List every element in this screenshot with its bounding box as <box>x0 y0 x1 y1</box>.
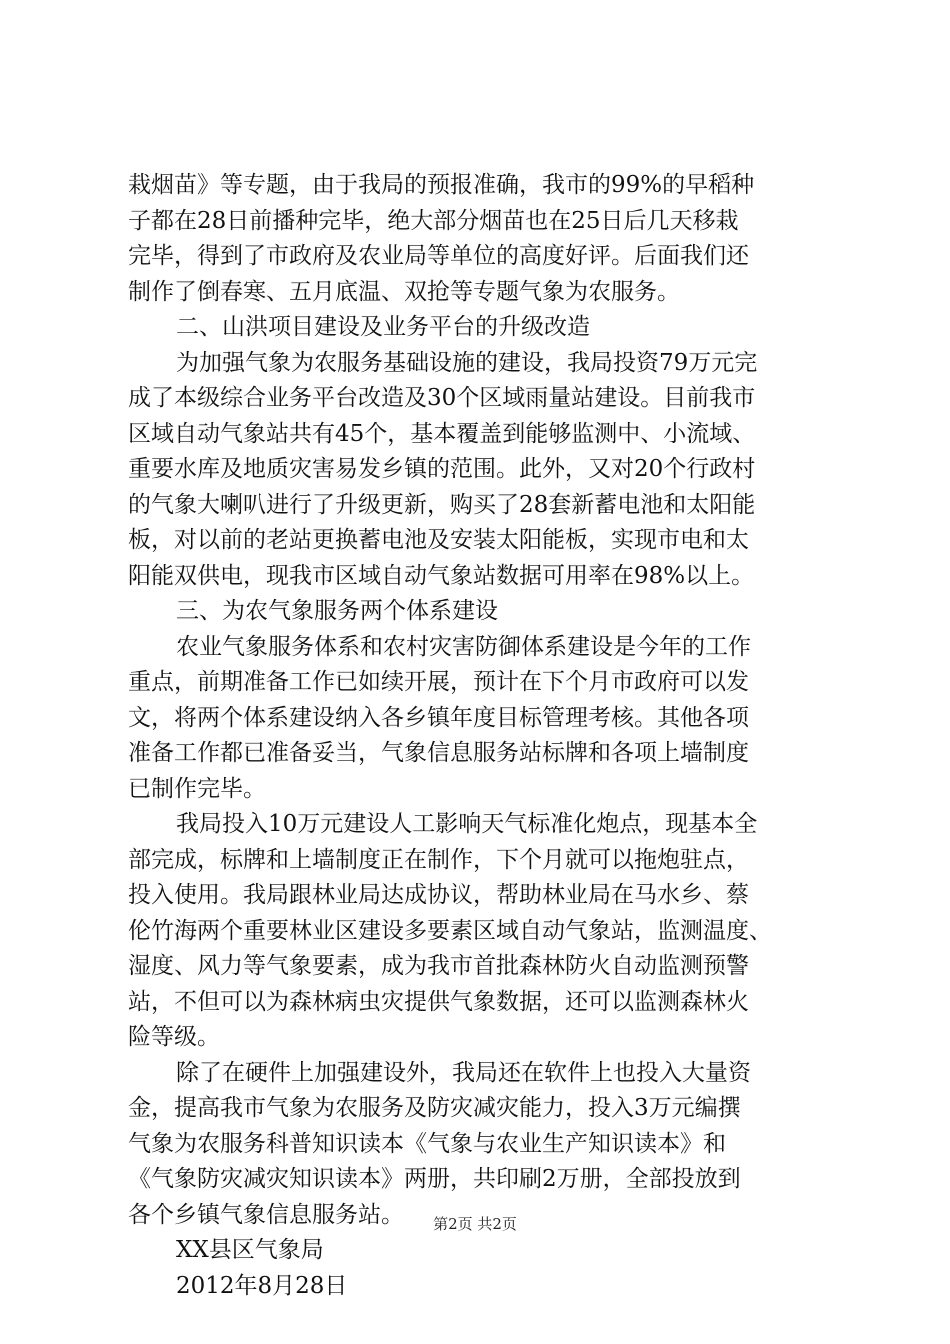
text-line: 站，不但可以为森林病虫灾提供气象数据，还可以监测森林火 <box>128 988 749 1015</box>
text-line: 文，将两个体系建设纳入各乡镇年度目标管理考核。其他各项 <box>128 704 749 731</box>
signature-date: 2012年8月28日 <box>176 1272 348 1299</box>
text-line: 《气象防灾减灾知识读本》两册，共印刷2万册，全部投放到 <box>128 1166 741 1192</box>
text-line: 除了在硬件上加强建设外，我局还在软件上也投入大量资 <box>176 1059 751 1086</box>
text-line: 重要水库及地质灾害易发乡镇的范围。此外，又对20个行政村 <box>128 456 756 482</box>
text-line: 投入使用。我局跟林业局达成协议，帮助林业局在马水乡、蔡 <box>128 882 749 908</box>
text-line: 金，提高我市气象为农服务及防灾减灾能力，投入3万元编撰 <box>128 1095 741 1121</box>
text-line: 气象为农服务科普知识读本《气象与农业生产知识读本》和 <box>128 1130 726 1157</box>
text-line: 的气象大喇叭进行了升级更新，购买了28套新蓄电池和太阳能 <box>128 491 756 518</box>
document-body <box>128 168 834 1304</box>
text-line: 我局投入10万元建设人工影响天气标准化炮点，现基本全 <box>176 811 758 837</box>
text-line: 板，对以前的老站更换蓄电池及安装太阳能板，实现市电和太 <box>128 527 749 553</box>
text-line: 已制作完毕。 <box>128 775 266 802</box>
signature-organization: XX县区气象局 <box>176 1237 324 1263</box>
text-line: 各个乡镇气象信息服务站。 <box>128 1201 404 1228</box>
text-line: 阳能双供电，现我市区域自动气象站数据可用率在98%以上。 <box>128 562 755 589</box>
text-line: 湿度、风力等气象要素，成为我市首批森林防火自动监测预警 <box>128 953 749 979</box>
text-line: 子都在28日前播种完毕，绝大部分烟苗也在25日后几天移栽 <box>128 207 739 234</box>
text-line: 农业气象服务体系和农村灾害防御体系建设是今年的工作 <box>176 633 751 660</box>
text-line: 为加强气象为农服务基础设施的建设，我局投资79万元完 <box>176 349 758 376</box>
text-line: 区域自动气象站共有45个，基本覆盖到能够监测中、小流域、 <box>128 420 756 447</box>
text-line: 制作了倒春寒、五月底温、双抢等专题气象为农服务。 <box>128 278 680 305</box>
text-line: 栽烟苗》等专题，由于我局的预报准确，我市的99%的早稻种 <box>128 172 755 198</box>
text-line: 伦竹海两个重要林业区建设多要素区域自动气象站，监测温度、 <box>128 917 772 944</box>
text-line: 险等级。 <box>128 1024 220 1050</box>
text-line: 成了本级综合业务平台改造及30个区域雨量站建设。目前我市 <box>128 385 756 411</box>
text-line: 完毕，得到了市政府及农业局等单位的高度好评。后面我们还 <box>128 243 749 269</box>
section-heading: 三、为农气象服务两个体系建设 <box>176 598 498 624</box>
text-line: 准备工作都已准备妥当，气象信息服务站标牌和各项上墙制度 <box>128 740 749 766</box>
text-line: 重点，前期准备工作已如续开展，预计在下个月市政府可以发 <box>128 669 749 695</box>
section-heading: 二、山洪项目建设及业务平台的升级改造 <box>176 314 590 340</box>
text-line: 部完成，标牌和上墙制度正在制作，下个月就可以拖炮驻点， <box>128 846 749 873</box>
page-number-footer: 第2页 共2页 <box>433 1215 517 1233</box>
